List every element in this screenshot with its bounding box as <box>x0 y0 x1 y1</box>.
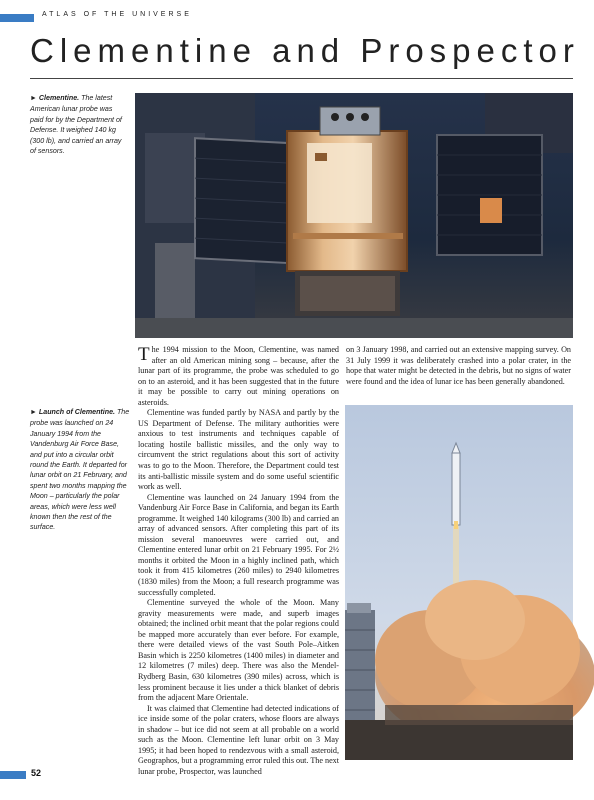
clementine-spacecraft-photo <box>135 93 573 338</box>
page-number: 52 <box>31 768 42 778</box>
drop-cap: T <box>138 344 150 365</box>
body-paragraph: Clementine surveyed the whole of the Moon. Many gravity measurements were made, and superb images obtained; the inclined orbit meant that the polar regions could be mapped more accurately than ever before. For example, there were detailed views of the vast South Pole–Aitken Basin which is 2250 kilometres (1400 miles) in diameter and 12 kilometres (7 miles) deep. There was also the Mendel-Rydberg Basin, 630 kilometres (390 miles) across, which is less prominent because it lies under a thick blanket of debris from the adjacent Mare Orientale. <box>138 598 339 703</box>
caption-marker-icon: ► <box>30 95 37 102</box>
title-rule <box>30 78 573 79</box>
body-text-column-2 <box>346 345 571 395</box>
caption-launch <box>30 407 130 533</box>
body-paragraph: Clementine was funded partly by NASA and partly by the US Department of Defense. The military authorities were anxious to test instruments and techniques capable of locating hostile ballistic missiles, and the only way to circumvent the strict regulations about this sort of activity was to go to the Moon. Therefore, the Department could test its anti-ballistic missile system and do some useful scientific work as well. <box>138 408 339 492</box>
header-accent-bar <box>0 14 34 22</box>
body-paragraph: Clementine was launched on 24 January 1994 from the Vandenburg Air Force Base in California, and began its Earth programme. It weighed 140 kilograms (300 lb) and carried an array of advanced sensors. After completing this part of its mission several manoeuvres were carried out, and Clementine entered lunar orbit on 21 February 1995. For 2½ months it orbited the Moon in a highly inclined path, which took it from 415 kilometres (260 miles) to 2940 kilometres (1830 miles) from the Moon; a full research programme was successfully completed. <box>138 492 339 597</box>
clementine-launch-photo <box>345 405 573 760</box>
footer-accent-bar <box>0 771 26 779</box>
caption-lead: Clementine. <box>38 94 80 102</box>
body-paragraph-continued: on 3 January 1998, and carried out an extensive mapping survey. On 31 July 1999 it was deliberately crashed into a polar crater, in the hope that water might be detected in the debris, but no signs of water were found and the idea of lunar ice has been generally abandoned. <box>346 345 571 386</box>
caption-text: The probe was launched on 24 January 1994 from the Vandenburg Air Force Base, and put into a circular orbit round the Earth. It departed for lunar orbit on 21 February, and spent two months mapping the Moon – particularly the polar areas, which were less well known then the rest of the surface. <box>30 408 130 532</box>
body-text-column-1 <box>138 344 339 776</box>
caption-text: The latest American lunar probe was paid for by the Department of Defense. It weighed 140 kg (300 lb), and carried an array of sensors. <box>30 94 122 156</box>
caption-marker-icon: ► <box>30 409 37 416</box>
running-header: ATLAS OF THE UNIVERSE <box>42 11 192 18</box>
caption-clementine <box>30 93 125 156</box>
body-paragraph: The 1994 mission to the Moon, Clementine, was named after an old American mining song – because, after the lunar part of its programme, the probe was scheduled to go on to an asteroid, and it has been suggested that in the future it may be possible to carry out mining operations on asteroids. <box>138 344 339 407</box>
body-paragraph: It was claimed that Clementine had detected indications of ice inside some of the polar craters, whose floors are always in shadow – but ice did not seem at all probable on a world such as the Moon. Clementine left lunar orbit on 3 May 1995; it had been hoped to rendezvous with a small asteroid, Geographos, but a programming error ruled this out. The next lunar probe, Prospector, was launched <box>138 703 339 776</box>
caption-lead: Launch of Clementine. <box>38 408 115 416</box>
page-title: Clementine and Prospector <box>30 32 580 69</box>
